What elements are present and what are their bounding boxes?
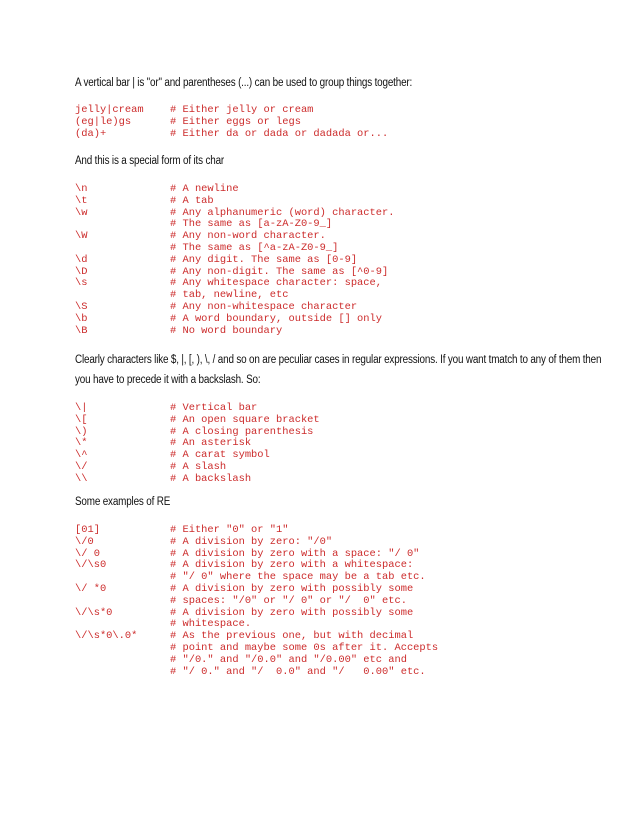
code-comment: # Any non-whitespace character [170, 300, 358, 313]
code-comment: # Any digit. The same as [0-9] [170, 253, 358, 266]
code-comment: # As the previous one, but with decimal [170, 630, 414, 643]
code-comment: # A closing parenthesis [170, 425, 314, 438]
code-comment: # Any non-digit. The same as [^0-9] [170, 265, 389, 278]
code-comment: # A backslash [170, 472, 252, 485]
code-pattern: \W [75, 230, 88, 243]
section-2-intro: And this is a special form of its char [75, 155, 225, 167]
code-pattern: (eg|le)gs [75, 115, 132, 128]
code-pattern: \[ [75, 413, 88, 426]
code-pattern: \w [75, 206, 88, 219]
code-comment: # "/ 0." and "/ 0.0" and "/ 0.00" etc. [170, 665, 426, 678]
code-comment: # Any non-word character. [170, 230, 326, 243]
code-comment: # Any alphanumeric (word) character. [170, 206, 395, 219]
code-pattern: (da)+ [75, 127, 107, 140]
code-pattern: \D [75, 265, 88, 278]
code-comment: # An open square bracket [170, 413, 320, 426]
code-comment: # A division by zero: "/0" [170, 535, 333, 548]
code-comment: # The same as [a-zA-Z0-9_] [170, 218, 333, 231]
code-pattern: [01] [75, 524, 100, 536]
code-comment: # The same as [^a-zA-Z0-9_] [170, 241, 339, 254]
code-comment: # tab, newline, etc [170, 289, 289, 302]
code-pattern: \/\s0 [75, 559, 107, 572]
code-pattern: \/ 0 [75, 547, 100, 560]
section-1-intro: A vertical bar | is "or" and parentheses (...) can be used to group things together: [75, 77, 413, 89]
code-comment: # A tab [170, 194, 214, 207]
code-comment: # Either "0" or "1" [170, 524, 289, 536]
code-comment: # point and maybe some 0s after it. Accepts [170, 641, 439, 654]
code-comment: # A carat symbol [170, 449, 270, 462]
code-comment: # A word boundary, outside [] only [170, 312, 383, 325]
code-comment: # Vertical bar [170, 402, 258, 414]
code-pattern: \n [75, 183, 88, 195]
code-comment: # "/0." and "/0.0" and "/0.00" etc and [170, 653, 407, 666]
code-pattern: \/\s*0 [75, 606, 113, 619]
code-comment: # A division by zero with a space: "/ 0" [170, 547, 420, 560]
code-pattern: \/\s*0\.0* [75, 630, 138, 643]
code-comment: # No word boundary [170, 324, 283, 337]
code-comment: # A division by zero with possibly some [170, 582, 414, 595]
code-comment: # Either da or dada or dadada or... [170, 127, 389, 140]
code-pattern: \/ [75, 460, 88, 473]
code-pattern: \B [75, 324, 88, 337]
code-pattern: \* [75, 437, 88, 450]
code-comment: # An asterisk [170, 437, 252, 450]
code-comment: # Either eggs or legs [170, 115, 301, 128]
code-comment: # Either jelly or cream [170, 104, 314, 116]
code-comment: # A newline [170, 183, 239, 195]
code-pattern: \) [75, 425, 88, 438]
section-4-intro: Some examples of RE [75, 496, 171, 508]
code-comment: # spaces: "/0" or "/ 0" or "/ 0" etc. [170, 594, 407, 607]
code-pattern: \\ [75, 472, 88, 485]
code-pattern: \S [75, 300, 88, 313]
code-comment: # Any whitespace character: space, [170, 277, 383, 290]
section-3-intro: Clearly characters like $, |, [, ), \, / and so on are peculiar cases in regular expressions. If you want tmatch to any of them then you have to precede it with a backslash. So: [75, 354, 602, 386]
code-pattern: \/0 [75, 535, 94, 548]
code-pattern: \/ *0 [75, 582, 107, 595]
code-pattern: jelly|cream [75, 104, 144, 116]
code-pattern: \t [75, 194, 88, 207]
code-pattern: \s [75, 277, 88, 290]
code-comment: # "/ 0" where the space may be a tab etc. [170, 571, 426, 584]
code-comment: # A division by zero with possibly some [170, 606, 414, 619]
code-pattern: \d [75, 253, 88, 266]
code-pattern: \| [75, 402, 88, 414]
code-comment: # A division by zero with a whitespace: [170, 559, 414, 572]
code-pattern: \b [75, 312, 88, 325]
code-comment: # A slash [170, 460, 227, 473]
code-comment: # whitespace. [170, 618, 252, 631]
code-pattern: \^ [75, 449, 88, 462]
